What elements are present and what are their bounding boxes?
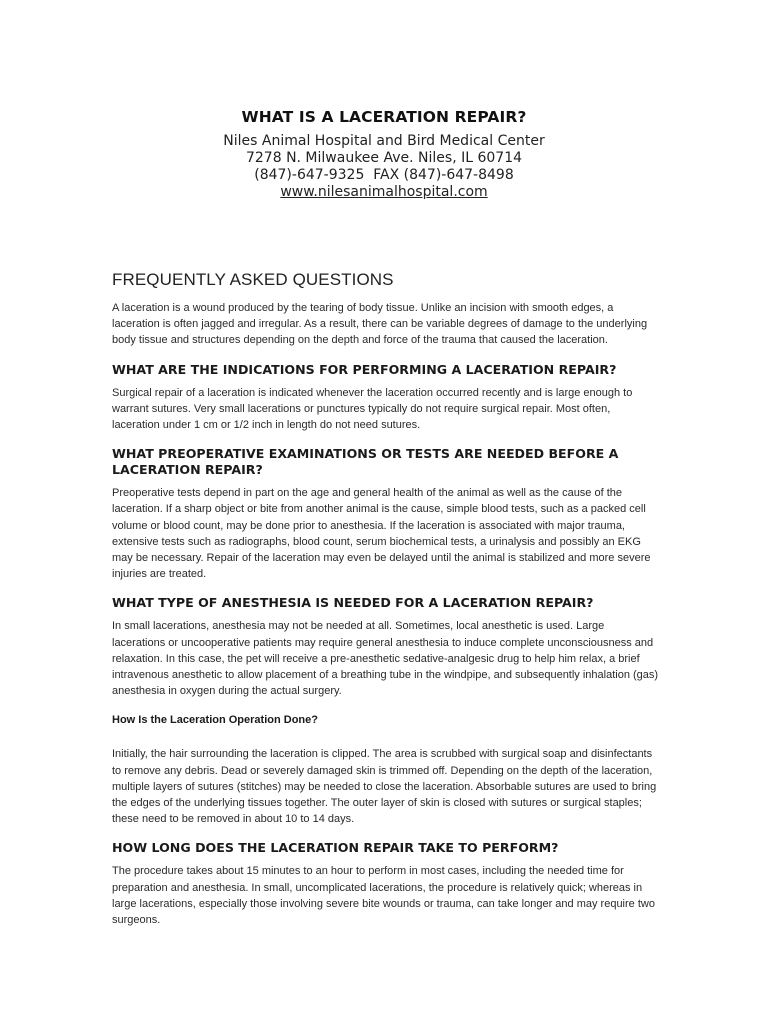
hospital-name: Niles Animal Hospital and Bird Medical Center	[223, 133, 545, 149]
duration-heading: HOW LONG DOES THE LACERATION REPAIR TAKE TO PERFORM?	[112, 840, 559, 856]
indications-heading: WHAT ARE THE INDICATIONS FOR PERFORMING A LACERATION REPAIR?	[112, 361, 617, 377]
faq-content	[112, 270, 660, 928]
document-header	[0, 108, 768, 201]
hospital-address: 7278 N. Milwaukee Ave. Niles, IL 60714	[245, 150, 523, 166]
indications-paragraph: Surgical repair of a laceration is indicated whenever the laceration occurred recently and is large enough to warrant sutures. Very small lacerations or punctures typically do not require surgical repair. Most often, laceration under 1 cm or 1/2 inch in length do not need sutures.	[112, 386, 633, 432]
duration-paragraph: The procedure takes about 15 minutes to an hour to perform in most cases, including the needed time for preparation and anesthesia. In small, uncomplicated lacerations, the procedure is relatively quick; whereas in large lacerations, especially those involving severe bite wounds or trauma, can take longer and may require two surgeons.	[112, 865, 655, 927]
document-title: WHAT IS A LACERATION REPAIR?	[241, 108, 527, 126]
operation-heading: How Is the Laceration Operation Done?	[112, 714, 318, 727]
preoperative-tests-heading: WHAT PREOPERATIVE EXAMINATIONS OR TESTS ARE NEEDED BEFORE A LACERATION REPAIR?	[112, 446, 619, 478]
faq-title: FREQUENTLY ASKED QUESTIONS	[112, 270, 394, 289]
intro-paragraph: A laceration is a wound produced by the tearing of body tissue. Unlike an incision with smooth edges, a laceration is often jagged and irregular. As a result, there can be variable degrees of damage to the underlying body tissue and structures depending on the depth and force of the trauma that caused the laceration.	[112, 302, 648, 347]
hospital-phone-fax: (847)-647-9325 FAX (847)-647-8498	[254, 167, 514, 183]
anesthesia-heading: WHAT TYPE OF ANESTHESIA IS NEEDED FOR A LACERATION REPAIR?	[112, 595, 594, 611]
anesthesia-paragraph: In small lacerations, anesthesia may not be needed at all. Sometimes, local anesthetic is used. Large lacerations or uncooperative patients may require general anesthesia to induce complete unconsciousness and relaxation. In this case, the pet will receive a pre-anesthetic sedative-analgesic drug to help him relax, a brief intravenous anesthetic to allow placement of a breathing tube in the windpipe, and subsequently inhalation (gas) anesthesia in oxygen during the actual surgery.	[112, 620, 659, 698]
hospital-website-link[interactable]: www.nilesanimalhospital.com	[280, 184, 488, 200]
preoperative-tests-paragraph: Preoperative tests depend in part on the age and general health of the animal as well as the cause of the laceration. If a sharp object or bite from another animal is the cause, simple blood tests, such as a packed cell volume or blood count, may be done prior to anesthesia. If the laceration is associated with major trauma, extensive tests such as radiographs, blood count, serum biochemical tests, a urinalysis and possibly an EKG may be necessary. Repair of the laceration may even be delayed until the animal is stabilized and more severe injuries are treated.	[112, 487, 651, 581]
operation-paragraph: Initially, the hair surrounding the laceration is clipped. The area is scrubbed with surgical soap and disinfectants to remove any debris. Dead or severely damaged skin is trimmed off. Depending on the depth of the laceration, multiple layers of sutures (stitches) may be needed to close the laceration. Absorbable sutures are used to bring the edges of the underlying tissues together. The outer layer of skin is closed with sutures or surgical staples; these need to be removed in about 10 to 14 days.	[112, 748, 657, 826]
